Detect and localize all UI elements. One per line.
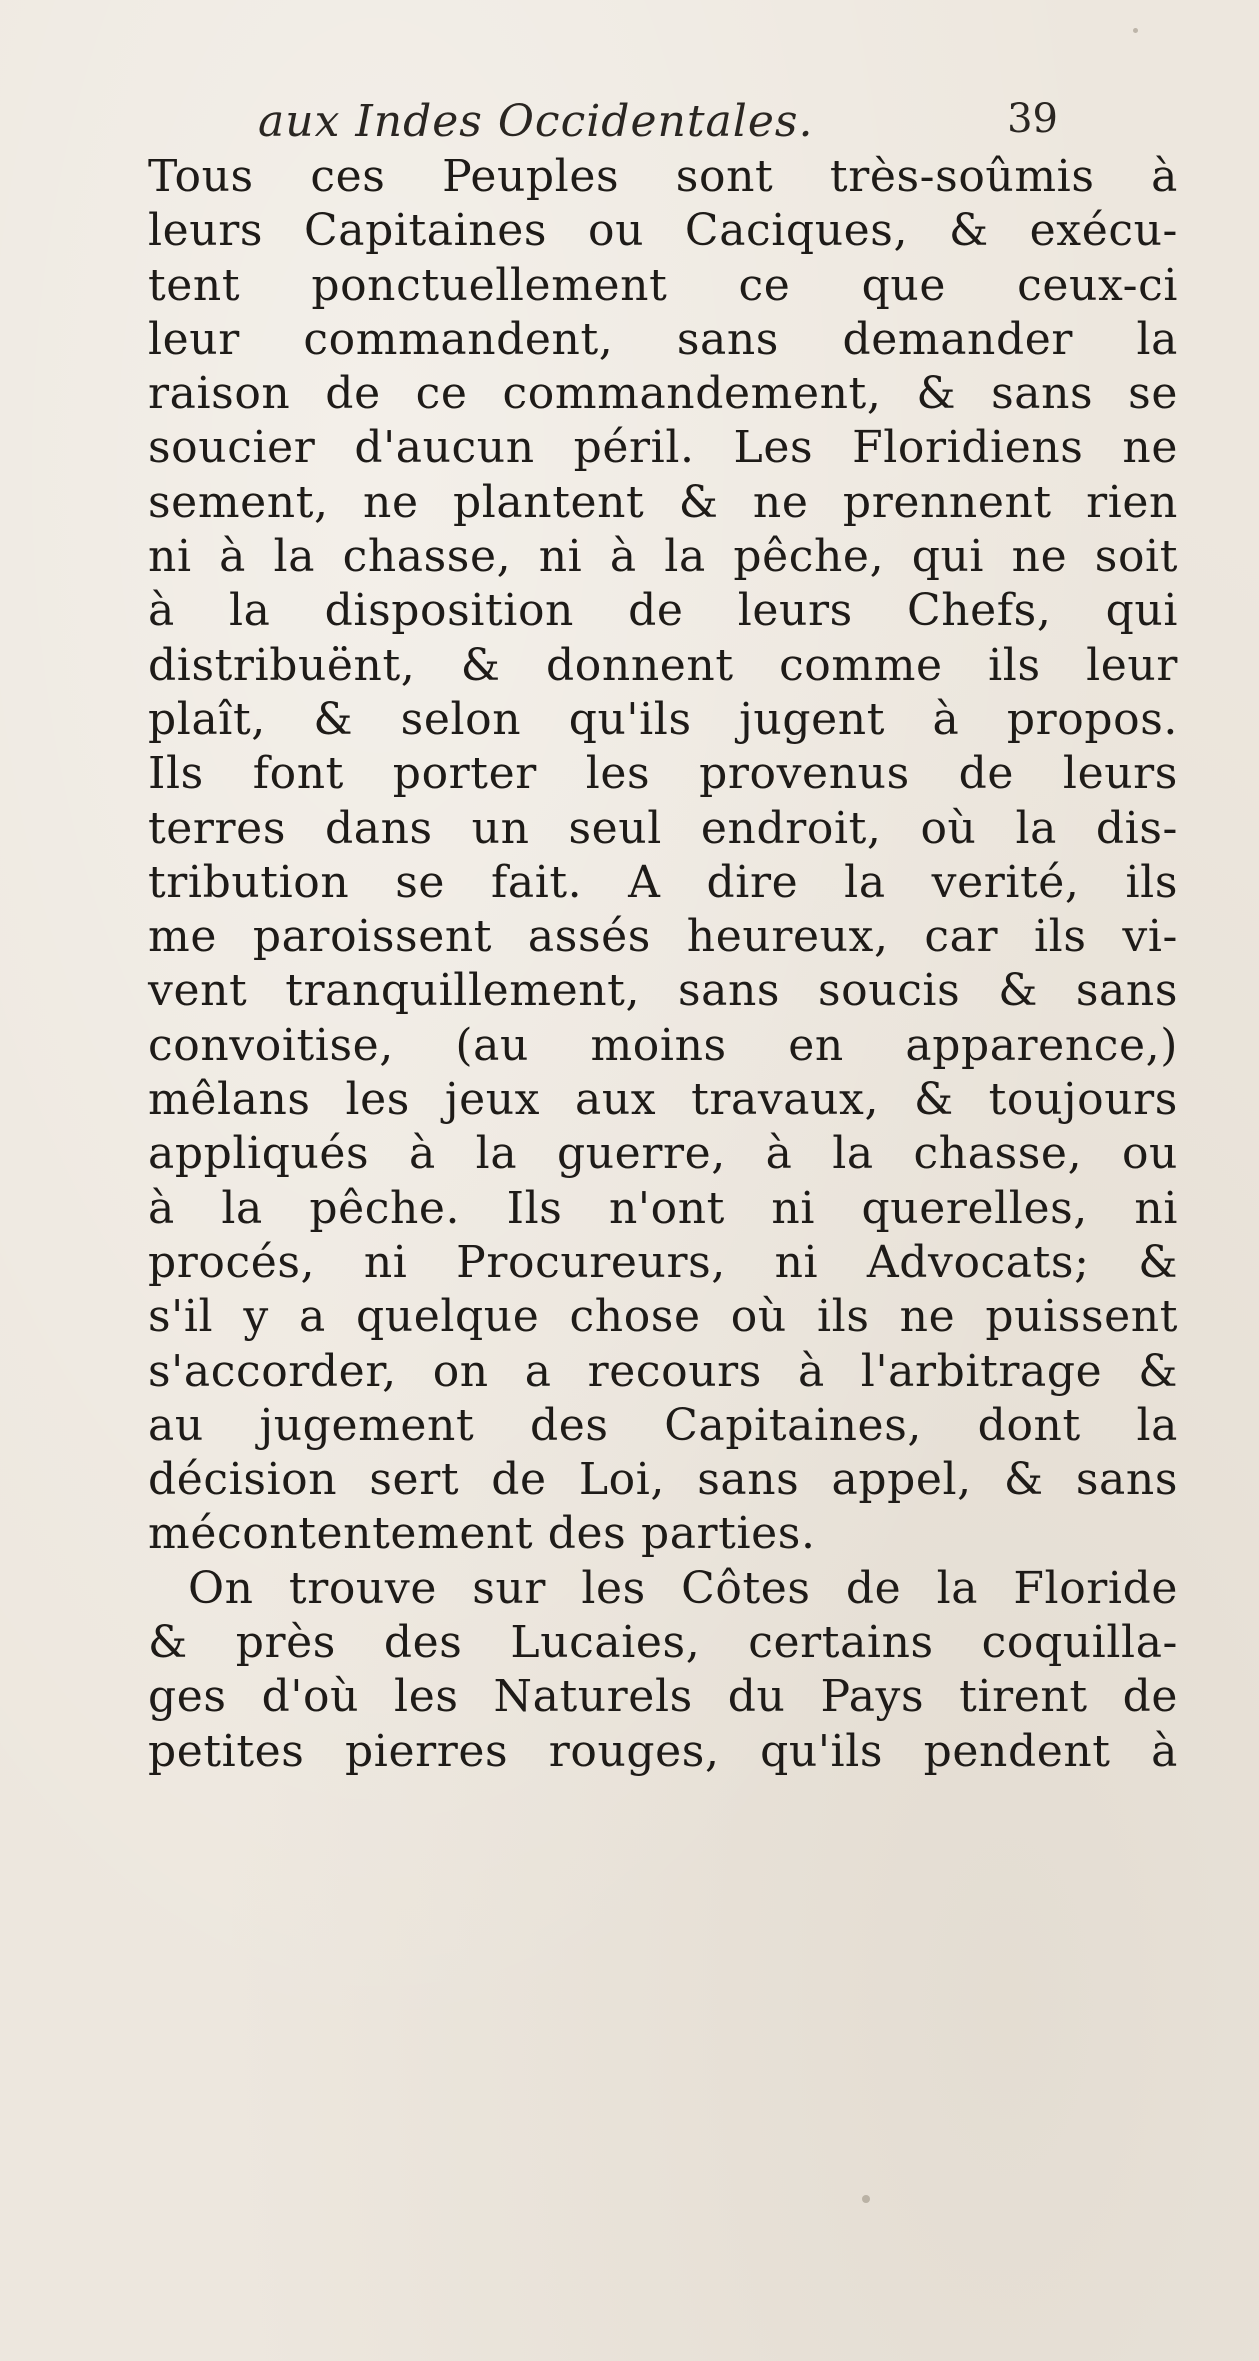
text-line: ges d'où les Naturels du Pays tirent de	[148, 1671, 1178, 1723]
text-line: vent tranquillement, sans soucis & sans	[148, 965, 1178, 1017]
text-line: s'il y a quelque chose où ils ne puissent	[148, 1291, 1178, 1343]
text-line: & près des Lucaies, certains coquilla-	[148, 1617, 1178, 1669]
text-line: ni à la chasse, ni à la pêche, qui ne soit	[148, 531, 1178, 583]
text-line: distribuënt, & donnent comme ils leur	[148, 639, 1178, 691]
paper-speck	[862, 2195, 870, 2203]
text-line: tent ponctuellement ce que ceux-ci	[148, 259, 1178, 311]
text-line: soucier d'aucun péril. Les Floridiens ne	[148, 422, 1178, 474]
page-header	[258, 96, 1058, 156]
body-text	[148, 150, 1178, 1779]
text-line: à la disposition de leurs Chefs, qui	[148, 585, 1178, 637]
text-line: s'accorder, on a recours à l'arbitrage &	[148, 1345, 1178, 1397]
text-line: au jugement des Capitaines, dont la	[148, 1399, 1178, 1451]
text-line: Ils font porter les provenus de leurs	[148, 748, 1178, 800]
page-number: 39	[1007, 96, 1058, 142]
text-line: Tous ces Peuples sont très-soûmis à	[148, 151, 1178, 202]
text-line: sement, ne plantent & ne prennent rien	[148, 476, 1178, 528]
text-line: leur commandent, sans demander la	[148, 313, 1178, 365]
text-line: petites pierres rouges, qu'ils pendent à	[148, 1725, 1178, 1777]
text-line: tribution se fait. A dire la verité, ils	[148, 856, 1178, 908]
paragraph-start-line: On trouve sur les Côtes de la Floride	[188, 1562, 1178, 1614]
paper-speck	[1133, 28, 1138, 33]
text-line: leurs Capitaines ou Caciques, & exécu-	[148, 205, 1178, 257]
running-title: aux Indes Occidentales.	[258, 96, 814, 147]
text-line: mêlans les jeux aux travaux, & toujours	[148, 1074, 1178, 1126]
text-line: décision sert de Loi, sans appel, & sans	[148, 1454, 1178, 1506]
text-line: appliqués à la guerre, à la chasse, ou	[148, 1128, 1178, 1180]
text-line: plaît, & selon qu'ils jugent à propos.	[148, 693, 1178, 745]
text-line: procés, ni Procureurs, ni Advocats; &	[148, 1236, 1178, 1288]
paragraph-end-line: mécontentement des parties.	[148, 1508, 816, 1560]
text-line: me paroissent assés heureux, car ils vi-	[148, 911, 1178, 963]
text-line: raison de ce commandement, & sans se	[148, 368, 1178, 420]
text-line: terres dans un seul endroit, où la dis-	[148, 802, 1178, 854]
text-line: à la pêche. Ils n'ont ni querelles, ni	[148, 1182, 1178, 1234]
text-line: convoitise, (au moins en apparence,)	[148, 1019, 1178, 1071]
